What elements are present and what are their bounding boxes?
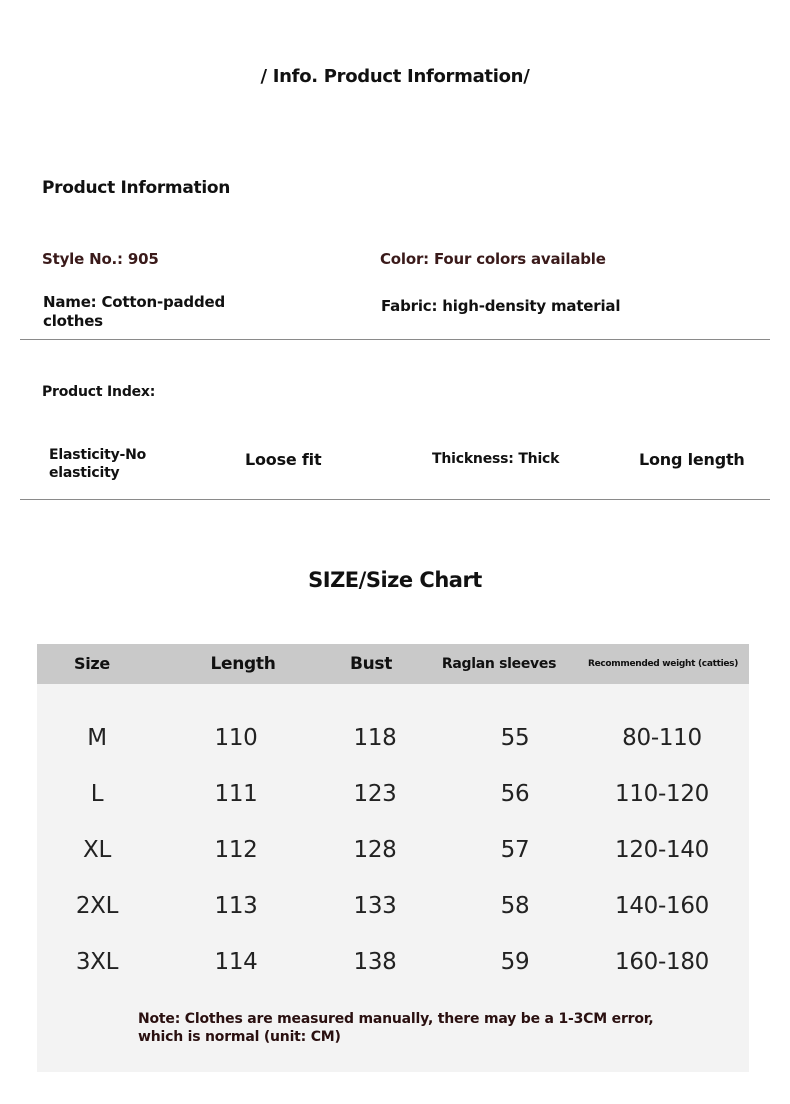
table-cell: 123	[353, 781, 397, 807]
table-cell: 56	[500, 781, 530, 807]
table-cell: 160-180	[615, 949, 709, 975]
table-cell: 111	[214, 781, 258, 807]
table-cell: 114	[214, 949, 258, 975]
product-information-heading: Product Information	[42, 178, 231, 198]
table-cell: 138	[353, 949, 397, 975]
table-cell: 110-120	[615, 781, 709, 807]
product-name: Name: Cotton-padded clothes	[43, 293, 226, 330]
table-cell: M	[87, 725, 107, 751]
fabric-info: Fabric: high-density material	[381, 297, 621, 315]
column-header-recommended-weight: Recommended weight (catties)	[587, 659, 739, 669]
table-cell: 2XL	[75, 893, 119, 919]
table-cell: 112	[214, 837, 258, 863]
table-cell: 113	[214, 893, 258, 919]
table-cell: 110	[214, 725, 258, 751]
style-number: Style No.: 905	[42, 250, 159, 268]
index-length: Long length	[639, 450, 745, 469]
index-elasticity: Elasticity-No elasticity	[49, 447, 147, 481]
table-cell: 59	[500, 949, 530, 975]
color-info: Color: Four colors available	[380, 250, 606, 268]
column-header-bust: Bust	[349, 654, 393, 674]
table-cell: 55	[500, 725, 530, 751]
table-cell: 140-160	[615, 893, 709, 919]
table-cell: 57	[500, 837, 530, 863]
table-cell: 58	[500, 893, 530, 919]
divider-top	[20, 339, 770, 340]
measurement-note: Note: Clothes are measured manually, there may be a 1-3CM error, which is normal (unit: CM)	[138, 1011, 654, 1045]
index-fit: Loose fit	[245, 450, 322, 469]
divider-bottom	[20, 499, 770, 500]
column-header-raglan-sleeves: Raglan sleeves	[441, 656, 557, 672]
page-header-title: / Info. Product Information/	[260, 66, 530, 87]
table-cell: 3XL	[75, 949, 119, 975]
column-header-size: Size	[74, 654, 110, 673]
column-header-length: Length	[210, 654, 276, 674]
table-cell: 120-140	[615, 837, 709, 863]
table-cell: XL	[83, 837, 111, 863]
product-index-heading: Product Index:	[42, 384, 156, 400]
table-cell: 118	[353, 725, 397, 751]
index-thickness: Thickness: Thick	[432, 451, 560, 467]
table-cell: 128	[353, 837, 397, 863]
size-chart-title: SIZE/Size Chart	[308, 568, 482, 592]
table-cell: L	[90, 781, 104, 807]
table-cell: 133	[353, 893, 397, 919]
table-cell: 80-110	[622, 725, 702, 751]
